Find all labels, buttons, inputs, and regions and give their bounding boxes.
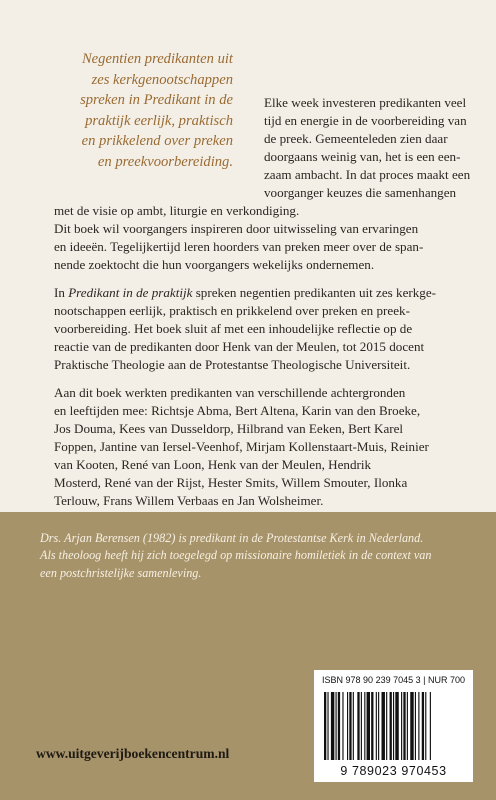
- pull-quote-line: en prikkelend over preken: [81, 133, 233, 149]
- barcode-bar: [364, 692, 365, 760]
- description-line: reactie van de predikanten door Henk van der Meulen, tot 2015 docent: [54, 339, 425, 354]
- author-bio-line: Als theoloog heeft hij zich toegelegd op missionaire homiletiek in de context van: [40, 548, 432, 563]
- barcode-bar: [336, 692, 337, 760]
- barcode-bar: [324, 692, 326, 760]
- barcode-bar: [327, 692, 328, 760]
- pull-quote-line: spreken in Predikant in de: [80, 92, 233, 108]
- barcode-bar: [415, 692, 416, 760]
- pull-quote: [28, 49, 233, 172]
- barcode-bar: [353, 692, 354, 760]
- intro-line: tijd en energie in de voorbereiding van: [264, 113, 467, 128]
- pull-quote-line: zes kerkgenootschappen: [91, 71, 233, 88]
- barcode-bar: [342, 692, 343, 760]
- barcode-bar: [390, 692, 392, 760]
- intro-line: de preek. Gemeenteleden zien daar: [264, 131, 448, 146]
- barcode-bar: [347, 692, 348, 760]
- book-title-italic: Predikant in de praktijk: [68, 285, 193, 300]
- author-bio: [40, 530, 480, 582]
- barcode-bar: [403, 692, 405, 760]
- contributors-line: Aan dit boek werkten predikanten van verschillende achtergronden: [54, 385, 406, 400]
- barcode-block: [314, 670, 473, 782]
- barcode-bar: [382, 692, 385, 760]
- author-bio-line: een postchristelijke samenleving.: [40, 565, 202, 580]
- intro-line: nende zoektocht die hun voorgangers wekelijks ondernemen.: [54, 257, 375, 272]
- barcode-bar: [410, 692, 413, 760]
- barcode-bar: [367, 692, 370, 760]
- barcode-icon: [322, 692, 465, 762]
- intro-line: doorgaans weinig van, het is een een-: [264, 149, 461, 164]
- barcode-bar: [407, 692, 408, 760]
- barcode-bar: [395, 692, 398, 760]
- barcode-bar: [430, 692, 431, 760]
- intro-line: Elke week investeren predikanten veel: [264, 95, 467, 110]
- barcode-bar: [349, 692, 351, 760]
- pull-quote-line: en preekvoorbereiding.: [97, 153, 233, 170]
- intro-line: voorganger keuzes die samenhangen: [264, 185, 457, 200]
- barcode-bar: [425, 692, 426, 760]
- description-line: [54, 284, 436, 302]
- intro-line: en ideeën. Tegelijkertijd leren hoorders van preken meer over de span-: [54, 239, 424, 254]
- isbn-label: ISBN 978 90 239 7045 3 | NUR 700: [322, 675, 465, 685]
- barcode-bar: [376, 692, 377, 760]
- description-line: Praktische Theologie aan de Protestantse Theologische Universiteit.: [54, 357, 411, 372]
- barcode-bar: [361, 692, 362, 760]
- barcode-bar: [338, 692, 340, 760]
- barcode-bar: [386, 692, 387, 760]
- description-line: voorbereiding. Het boek sluit af met een inhoudelijke reflectie op de: [54, 321, 413, 336]
- barcode-bar: [331, 692, 334, 760]
- barcode-bar: [401, 692, 402, 760]
- barcode-bar: [422, 692, 424, 760]
- publisher-website: www.uitgeverijboekencentrum.nl: [36, 746, 230, 761]
- barcode-number: 9 789023 970453: [340, 764, 447, 778]
- intro-line: met de visie op ambt, liturgie en verkondiging.: [54, 203, 300, 218]
- contributors-line: van Kooten, René van Loon, Henk van der Meulen, Hendrik: [54, 457, 372, 472]
- description-prefix: In: [54, 285, 69, 300]
- contributors-line: Foppen, Jantine van Iersel-Veenhof, Mirjam Kollenstaart-Muis, Reinier: [54, 439, 429, 454]
- barcode-bar: [418, 692, 419, 760]
- author-bio-line: Drs. Arjan Berensen (1982) is predikant in de Protestantse Kerk in Nederland.: [40, 531, 424, 545]
- barcode-bar: [357, 692, 359, 760]
- description-rest: spreken negentien predikanten uit zes kerkge-: [192, 285, 437, 300]
- contributors-line: Terlouw, Frans Willem Verbaas en Jan Wolsheimer.: [54, 493, 324, 508]
- contributors-line: en leeftijden mee: Richtsje Abma, Bert Altena, Karin van den Broeke,: [54, 403, 421, 418]
- intro-line: zaam ambacht. In dat proces maakt een: [264, 167, 471, 182]
- contributors-line: Mosterd, René van der Rijst, Hester Smits, Willem Smouter, Ilonka: [54, 475, 408, 490]
- description-line: nootschappen eerlijk, praktisch en prikkelend over preken en preek-: [54, 303, 410, 318]
- barcode-bar: [371, 692, 373, 760]
- contributors-line: Jos Douma, Kees van Dusseldorp, Hilbrand van Eeken, Bert Karel: [54, 421, 404, 436]
- pull-quote-line: praktijk eerlijk, praktisch: [85, 112, 233, 129]
- pull-quote-line: Negentien predikanten uit: [81, 51, 233, 67]
- intro-line: Dit boek wil voorgangers inspireren door uitwisseling van ervaringen: [54, 221, 419, 236]
- barcode-bar: [378, 692, 379, 760]
- barcode-bar: [393, 692, 394, 760]
